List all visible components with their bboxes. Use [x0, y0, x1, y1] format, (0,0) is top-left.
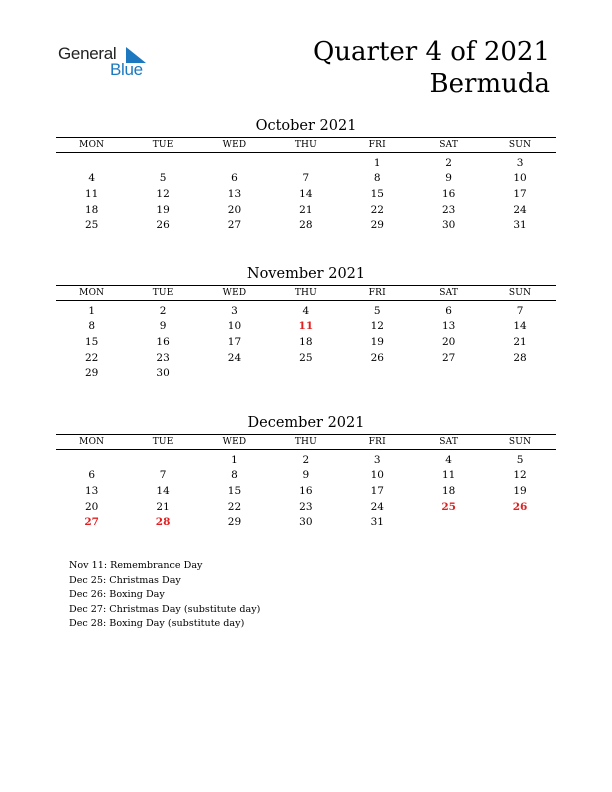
day-cell: 15	[85, 335, 99, 348]
day-cell: 13	[227, 187, 242, 200]
day-cell: 15	[227, 484, 242, 497]
day-cell: 10	[370, 469, 384, 482]
week-row	[56, 499, 556, 515]
weekday-header	[56, 434, 556, 450]
day-cell: 5	[373, 304, 381, 317]
day-cell: 5	[159, 172, 167, 185]
month-title: December 2021	[247, 415, 365, 431]
day-cell: 30	[441, 219, 456, 232]
holiday-note: Nov 11: Remembrance Day	[69, 560, 203, 571]
holiday-note: Dec 28: Boxing Day (substitute day)	[69, 618, 245, 629]
month-title: November 2021	[246, 266, 366, 282]
weekday-tue: TUE	[152, 288, 174, 298]
day-cell: 13	[85, 484, 99, 497]
weekday-wed: WED	[222, 288, 247, 298]
weekday-sun: SUN	[508, 288, 532, 298]
weekday-sat: SAT	[439, 437, 459, 447]
day-cell: 23	[441, 203, 456, 216]
day-cell: 21	[299, 203, 313, 216]
day-cell: 7	[302, 172, 310, 185]
weekday-thu: THU	[294, 288, 317, 298]
day-cell: 3	[373, 453, 381, 466]
day-cell: 4	[88, 172, 96, 185]
day-cell: 9	[302, 469, 310, 482]
day-cell: 14	[513, 320, 527, 333]
day-cell: 27	[441, 351, 456, 364]
month-october	[56, 116, 556, 233]
day-cell: 26	[512, 500, 528, 513]
holiday-note: Dec 27: Christmas Day (substitute day)	[69, 603, 261, 615]
weekday-header	[56, 137, 556, 153]
day-cell: 20	[85, 500, 99, 513]
day-cell: 9	[159, 320, 167, 333]
title-quarter: Quarter 4 of 2021	[312, 37, 550, 67]
day-cell: 30	[156, 367, 170, 380]
day-cell: 4	[445, 453, 452, 466]
day-cell: 6	[231, 172, 238, 185]
day-cell: 28	[513, 351, 527, 364]
weekday-thu: THU	[294, 140, 317, 150]
week-row	[56, 171, 556, 187]
weekday-thu: THU	[294, 437, 317, 447]
day-cell: 2	[445, 156, 452, 169]
day-cell: 18	[85, 203, 99, 216]
week-row	[56, 468, 556, 484]
day-cell: 15	[370, 187, 384, 200]
day-cell: 6	[88, 469, 96, 482]
day-cell: 24	[370, 500, 384, 513]
day-cell: 3	[516, 156, 524, 169]
month-days-grid	[56, 303, 556, 381]
day-cell: 29	[85, 367, 99, 380]
day-cell: 18	[299, 335, 313, 348]
week-row	[56, 365, 556, 381]
weekday-sun: SUN	[508, 437, 532, 447]
day-cell: 17	[370, 484, 384, 497]
week-row	[56, 350, 556, 366]
day-cell: 21	[156, 500, 170, 513]
day-cell: 29	[227, 516, 242, 529]
day-cell: 25	[85, 219, 99, 232]
day-cell: 8	[88, 320, 96, 333]
day-cell: 10	[513, 172, 527, 185]
day-cell: 8	[373, 172, 381, 185]
day-cell: 11	[298, 320, 314, 333]
day-cell: 4	[302, 304, 310, 317]
weekday-fri: FRI	[368, 140, 386, 150]
day-cell: 25	[441, 500, 456, 513]
day-cell: 11	[85, 187, 99, 200]
day-cell: 28	[155, 516, 171, 529]
day-cell: 3	[231, 304, 238, 317]
logo-text-general: General	[58, 44, 117, 63]
day-cell: 1	[373, 156, 381, 169]
day-cell: 26	[370, 351, 384, 364]
weekday-wed: WED	[222, 437, 247, 447]
day-cell: 17	[227, 335, 242, 348]
weekday-sun: SUN	[508, 140, 532, 150]
day-cell: 5	[516, 453, 524, 466]
week-row	[56, 155, 556, 171]
day-cell: 17	[513, 187, 527, 200]
day-cell: 14	[299, 187, 313, 200]
day-cell: 8	[231, 469, 238, 482]
day-cell: 19	[513, 484, 527, 497]
week-row	[56, 186, 556, 202]
weekday-sat: SAT	[439, 288, 459, 298]
weekday-tue: TUE	[152, 437, 174, 447]
week-row	[56, 334, 556, 350]
weekday-fri: FRI	[368, 288, 386, 298]
day-cell: 16	[441, 187, 456, 200]
logo-text-blue: Blue	[110, 60, 143, 79]
day-cell: 13	[441, 320, 456, 333]
day-cell: 1	[231, 453, 238, 466]
day-cell: 2	[159, 304, 167, 317]
day-cell: 19	[370, 335, 384, 348]
day-cell: 20	[227, 203, 242, 216]
weekday-wed: WED	[222, 140, 247, 150]
month-title: October 2021	[255, 118, 357, 134]
day-cell: 11	[441, 469, 456, 482]
day-cell: 31	[370, 516, 384, 529]
day-cell: 27	[227, 219, 242, 232]
day-cell: 31	[513, 219, 527, 232]
day-cell: 2	[302, 453, 310, 466]
title-country: Bermuda	[429, 69, 550, 99]
generalblue-logo	[58, 44, 168, 84]
day-cell: 7	[159, 469, 167, 482]
holiday-note: Dec 25: Christmas Day	[69, 574, 181, 586]
day-cell: 12	[156, 187, 170, 200]
weekday-tue: TUE	[152, 140, 174, 150]
day-cell: 1	[88, 304, 96, 317]
day-cell: 10	[227, 320, 242, 333]
weekday-mon: MON	[79, 437, 105, 447]
day-cell: 22	[85, 351, 99, 364]
day-cell: 30	[299, 516, 313, 529]
month-december	[56, 413, 556, 530]
day-cell: 23	[299, 500, 313, 513]
week-row	[56, 483, 556, 499]
day-cell: 16	[299, 484, 313, 497]
week-row	[56, 303, 556, 319]
day-cell: 24	[513, 203, 527, 216]
week-row	[56, 452, 556, 468]
day-cell: 22	[370, 203, 384, 216]
day-cell: 21	[513, 335, 527, 348]
week-row	[56, 217, 556, 233]
month-days-grid	[56, 452, 556, 530]
week-row	[56, 202, 556, 218]
day-cell: 22	[227, 500, 242, 513]
day-cell: 26	[156, 219, 170, 232]
day-cell: 7	[516, 304, 524, 317]
day-cell: 23	[156, 351, 170, 364]
day-cell: 16	[156, 335, 170, 348]
holiday-notes	[69, 559, 260, 632]
day-cell: 6	[445, 304, 452, 317]
month-days-grid	[56, 155, 556, 233]
day-cell: 18	[441, 484, 456, 497]
weekday-mon: MON	[79, 288, 105, 298]
weekday-mon: MON	[79, 140, 105, 150]
day-cell: 12	[513, 469, 527, 482]
day-cell: 9	[445, 172, 452, 185]
day-cell: 25	[299, 351, 313, 364]
day-cell: 14	[156, 484, 170, 497]
day-cell: 28	[299, 219, 313, 232]
day-cell: 19	[156, 203, 170, 216]
page-title	[313, 36, 550, 100]
week-row	[56, 319, 556, 335]
weekday-header	[56, 285, 556, 301]
day-cell: 27	[84, 516, 99, 529]
weekday-fri: FRI	[368, 437, 386, 447]
day-cell: 20	[441, 335, 456, 348]
weekday-sat: SAT	[439, 140, 459, 150]
month-november	[56, 264, 556, 381]
day-cell: 24	[227, 351, 242, 364]
day-cell: 29	[370, 219, 384, 232]
holiday-note: Dec 26: Boxing Day	[69, 589, 165, 600]
day-cell: 12	[370, 320, 384, 333]
week-row	[56, 514, 556, 530]
